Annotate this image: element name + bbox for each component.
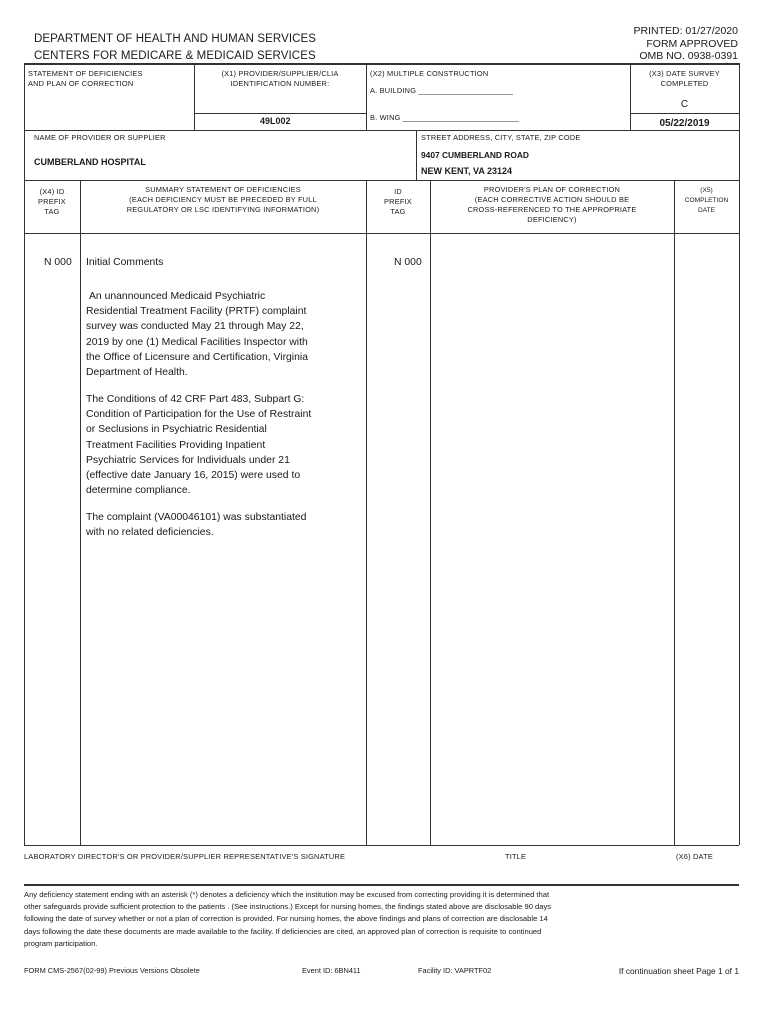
survey-completed-date: 05/22/2019 <box>659 118 710 129</box>
survey-code: C <box>680 99 689 110</box>
signature-label: LABORATORY DIRECTOR'S OR PROVIDER/SUPPLIER REPRESENTATIVE'S SIGNATURE <box>24 852 346 861</box>
completion-date-header: (X5) COMPLETION DATE <box>684 187 729 214</box>
address-label: STREET ADDRESS, CITY, STATE, ZIP CODE <box>421 133 581 142</box>
summary-statement-header: SUMMARY STATEMENT OF DEFICIENCIES (EACH DEFICIENCY MUST BE PRECEDED BY FULL REGULATORY OR LSC IDENTIFYING INFORMATION) <box>126 185 320 214</box>
printed-date: PRINTED: 01/27/2020 <box>633 25 738 37</box>
x3-label: (X3) DATE SURVEY COMPLETED <box>649 69 720 88</box>
address-line-1: 9407 CUMBERLAND ROAD <box>421 150 529 160</box>
x4-id-prefix-header: (X4) ID PREFIX TAG <box>38 187 66 216</box>
provider-name: CUMBERLAND HOSPITAL <box>34 157 146 167</box>
x1-label: (X1) PROVIDER/SUPPLIER/CLIA IDENTIFICATION NUMBER: <box>221 69 339 88</box>
agency-line-2: CENTERS FOR MEDICARE & MEDICAID SERVICES <box>34 50 316 62</box>
prefix-tag-left: N 000 <box>44 257 72 268</box>
provider-id-number: 49L002 <box>260 116 291 126</box>
provider-name-label: NAME OF PROVIDER OR SUPPLIER <box>34 133 166 142</box>
entry-paragraph-2: The Conditions of 42 CRF Part 483, Subpart G: Condition of Participation for the Use of Restraint or Seclusions in Psychiatric Residential Treatment Facilities Providing Inpatient Psychiatric Services for Individuals under 21 (effective date January 16, 2015) were used to determine compliance. <box>86 394 312 497</box>
id-prefix-header: ID PREFIX TAG <box>384 187 412 216</box>
x6-date-label: (X6) DATE <box>676 852 713 861</box>
x2-wing: B. WING ___________________________ <box>370 113 520 122</box>
title-label: TITLE <box>505 852 527 861</box>
facility-id: Facility ID: VAPRTF02 <box>418 966 492 975</box>
address-line-2: NEW KENT, VA 23124 <box>421 166 513 176</box>
form-number: FORM CMS-2567(02-99) Previous Versions Obsolete <box>24 966 200 975</box>
entry-paragraph-3: The complaint (VA00046101) was substantiated with no related deficiencies. <box>86 512 307 539</box>
omb-number: OMB NO. 0938-0391 <box>639 50 738 62</box>
x2-building: A. BUILDING ______________________ <box>370 86 514 95</box>
continuation-page: If continuation sheet Page 1 of 1 <box>618 966 739 976</box>
disclaimer: Any deficiency statement ending with an asterisk (*) denotes a deficiency which the institution may be excused from correcting providing it is determined that other safeguards provide sufficient protection to the patients . (See instructions.) Except for nursing homes, the findings stated above are disclosable 90 days following the date of survey whether or not a plan of correction is provided. For nursing homes, the above findings and plans of correction are disclosable 14 days following the date these documents are made available to the facility. If deficiencies are cited, an approved plan of correction is requisite to continued program participation. <box>24 890 552 948</box>
event-id: Event ID: 6BN411 <box>302 966 361 975</box>
prefix-tag-right: N 000 <box>394 257 422 268</box>
agency-line-1: DEPARTMENT OF HEALTH AND HUMAN SERVICES <box>34 33 317 45</box>
entry-paragraph-1: An unannounced Medicaid Psychiatric Residential Treatment Facility (PRTF) complaint survey was conducted May 21 through May 22, 2019 by one (1) Medical Facilities Inspector with the Office of Licensure and Certification, Virginia Department of Health. <box>86 291 308 379</box>
entry-heading: Initial Comments <box>86 257 164 268</box>
x2-label: (X2) MULTIPLE CONSTRUCTION <box>370 69 489 78</box>
form-approved: FORM APPROVED <box>646 38 738 50</box>
plan-of-correction-header: PROVIDER'S PLAN OF CORRECTION (EACH CORRECTIVE ACTION SHOULD BE CROSS-REFERENCED TO THE APPROPRIATE DEFICIENCY) <box>467 185 637 224</box>
statement-label: STATEMENT OF DEFICIENCIES AND PLAN OF CORRECTION <box>28 69 143 88</box>
